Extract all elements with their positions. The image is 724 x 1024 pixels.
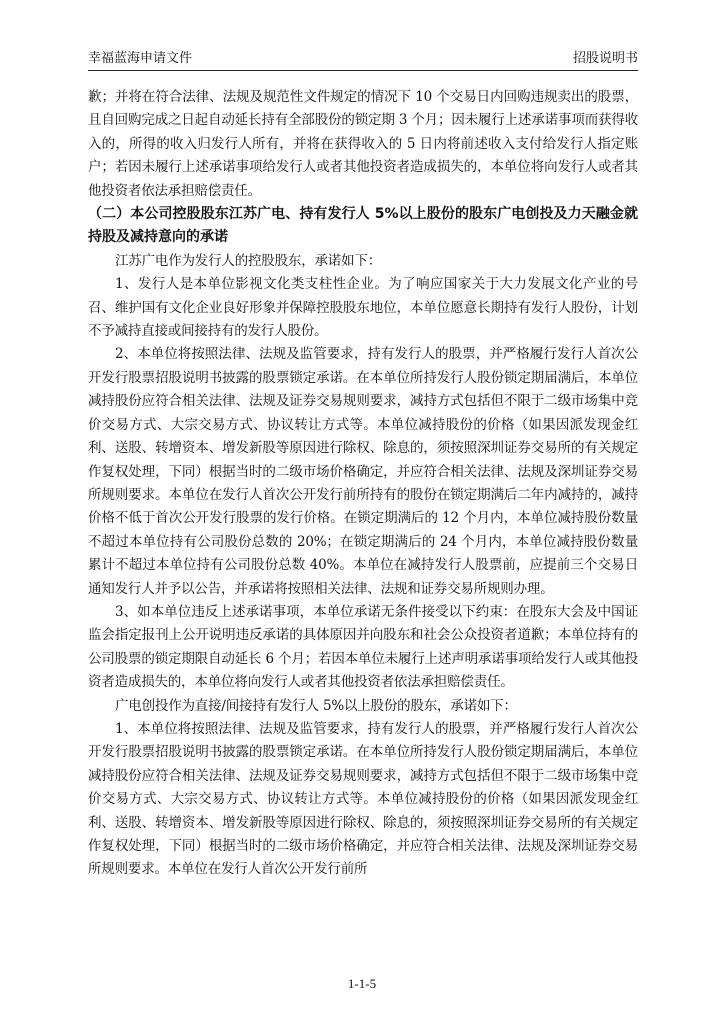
- header-document-type: 招股说明书: [572, 51, 638, 66]
- section-heading: （二）本公司控股股东江苏广电、持有发行人 5%以上股份的股东广电创投及力天融金就持股及减持意向的承诺: [88, 206, 638, 246]
- page-number: 1-1-5: [347, 976, 377, 991]
- paragraph-jiangsu-item-3: 3、如本单位违反上述承诺事项，本单位承诺无条件接受以下约束：在股东大会及中国证监会指定报刊上公开说明违反承诺的具体原因并向股东和社会公众投资者道歉；本单位持有的公司股票的锁定期限自动延长 6 个月；若因本单位未履行上述声明承诺事项给发行人或其他投资者造成损失的，本单位将向发行人或者其他投资者依法承担赔偿责任。: [88, 603, 638, 691]
- paragraph-jiangsu-intro: 江苏广电作为发行人的控股股东，承诺如下：: [115, 252, 381, 269]
- header-company-title: 幸福蓝海申请文件: [88, 51, 193, 66]
- document-body: [88, 86, 638, 882]
- paragraph-jiangsu-item-1: 1、发行人是本单位影视文化类支柱性企业。为了响应国家关于大力发展文化产业的号召、维护国有文化企业良好形象并保障控股股东地位，本单位愿意长期持有发行人股份，计划不予减持直接或间接持有的发行人股份。: [88, 276, 638, 340]
- paragraph-jiangsu-item-2: 2、本单位将按照法律、法规及监管要求，持有发行人的股票，并严格履行发行人首次公开发行股票招股说明书披露的股票锁定承诺。在本单位所持发行人股份锁定期届满后，本单位减持股份应符合相关法律、法规及证券交易规则要求，减持方式包括但不限于二级市场集中竞价交易方式、大宗交易方式、协议转让方式等。本单位减持股份的价格（如果因派发现金红利、送股、转增资本、增发新股等原因进行除权、除息的，须按照深圳证券交易所的有关规定作复权处理，下同）根据当时的二级市场价格确定，并应符合相关法律、法规及深圳证券交易所规则要求。本单位在发行人首次公开发行前所持有的股份在锁定期满后二年内减持的，减持价格不低于首次公开发行股票的发行价格。在锁定期满后的 12 个月内，本单位减持股份数量不超过本单位持有公司股份总数的 20%；在锁定期满后的 24 个月内，本单位减持股份数量累计不超过本单位持有公司股份总数 40%。本单位在减持发行人股票前，应提前三个交易日通知发行人并予以公告，并承诺将按照相关法律、法规和证券交易所规则办理。: [88, 346, 638, 597]
- paragraph-guangdian-intro: 广电创投作为直接/间接持有发行人 5%以上股份的股东，承诺如下：: [115, 697, 517, 714]
- page-header: [88, 48, 638, 71]
- paragraph-continued: 歉；并将在符合法律、法规及规范性文件规定的情况下 10 个交易日内回购违规卖出的股票，且自回购完成之日起自动延长持有全部股份的锁定期 3 个月；因未履行上述承诺事项而获得收入的，所得的收入归发行人所有，并将在获得收入的 5 日内将前述收入支付给发行人指定账户；若因未履行上述承诺事项给发行人或者其他投资者造成损失的，本单位将向发行人或者其他投资者依法承担赔偿责任。: [88, 89, 638, 199]
- paragraph-guangdian-item-1: 1、本单位将按照法律、法规及监管要求，持有发行人的股票，并严格履行发行人首次公开发行股票招股说明书披露的股票锁定承诺。在本单位所持发行人股份锁定期届满后，本单位减持股份应符合相关法律、法规及证券交易规则要求，减持方式包括但不限于二级市场集中竞价交易方式、大宗交易方式、协议转让方式等。本单位减持股份的价格（如果因派发现金红利、送股、转增资本、增发新股等原因进行除权、除息的，须按照深圳证券交易所的有关规定作复权处理，下同）根据当时的二级市场价格确定，并应符合相关法律、法规及深圳证券交易所规则要求。本单位在发行人首次公开发行前所: [88, 720, 638, 878]
